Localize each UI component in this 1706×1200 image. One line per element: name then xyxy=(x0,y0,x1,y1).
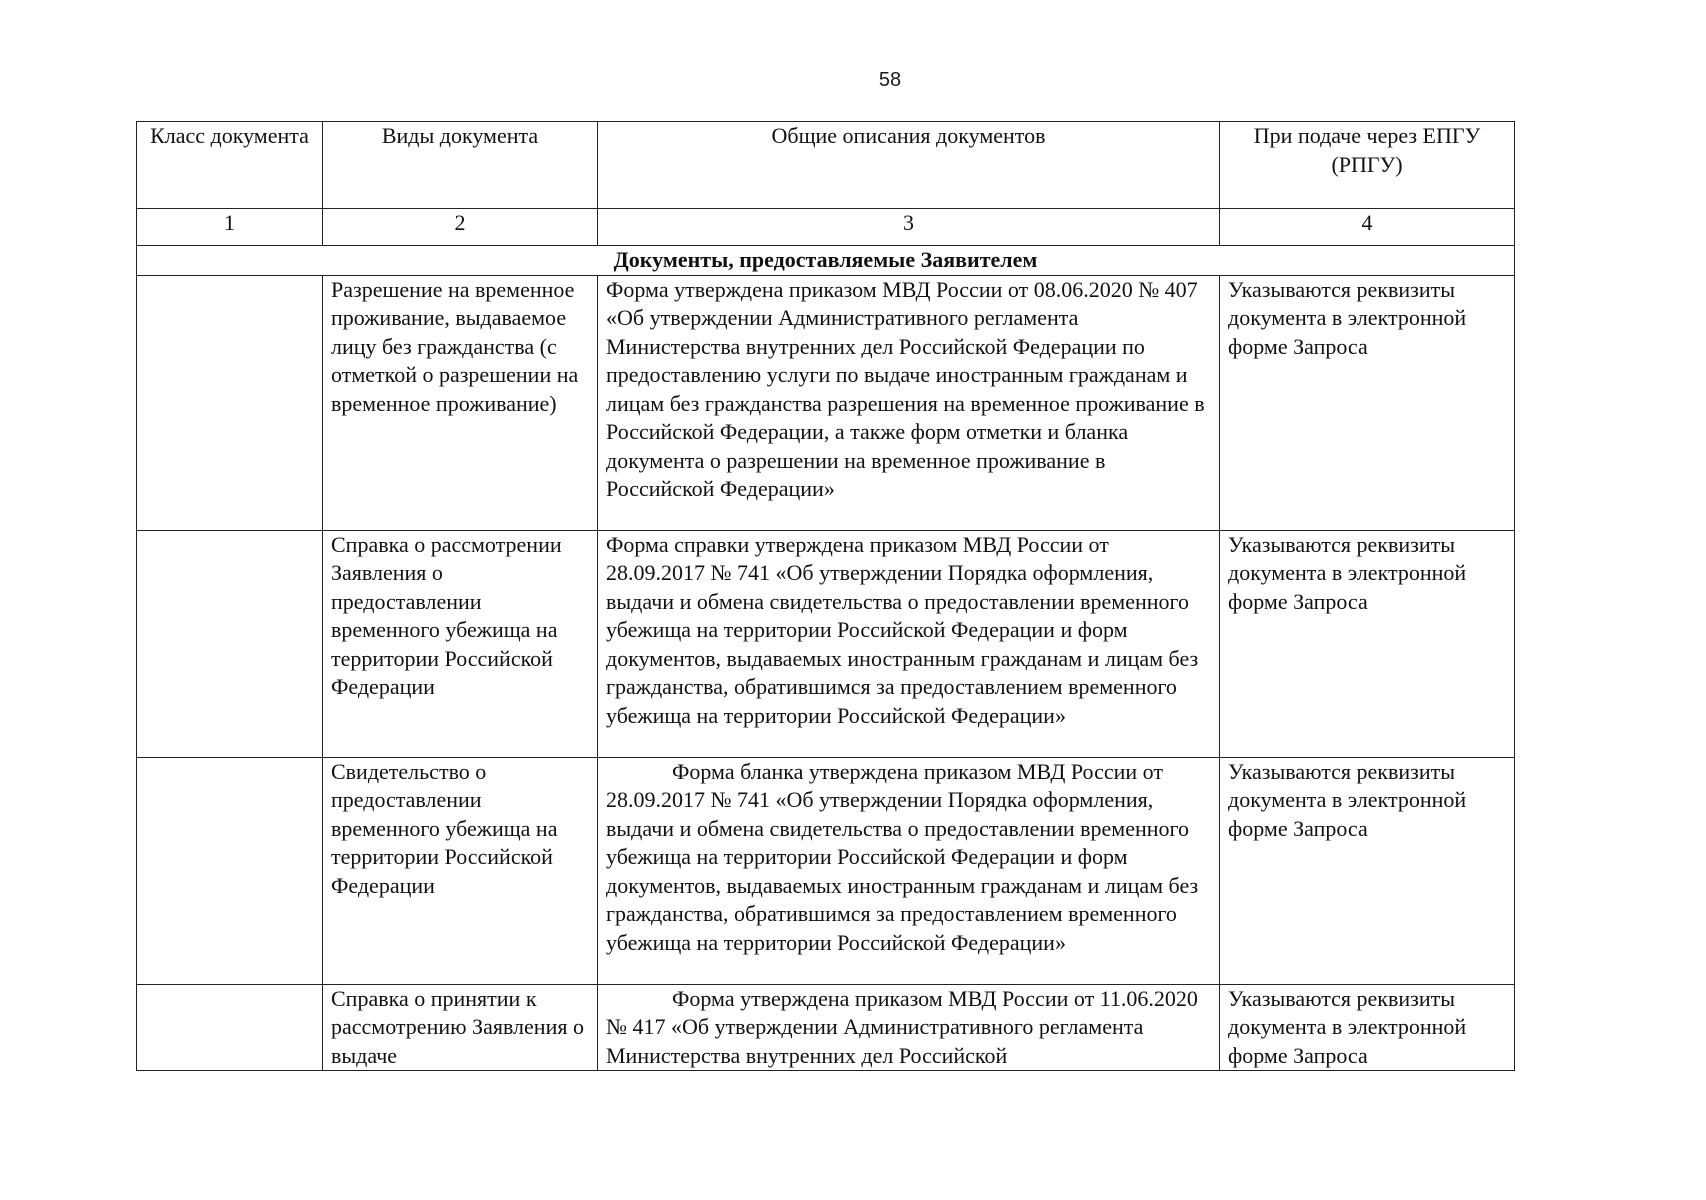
header-epgu: При подаче через ЕПГУ (РПГУ) xyxy=(1220,122,1515,209)
description-cell: Форма справки утверждена приказом МВД России от 28.09.2017 № 741 «Об утверждении Порядка оформления, выдачи и обмена свидетельства о предоставлении временного убежища на территории Российской Федерации и форм документов, выдаваемых иностранным гражданам и лицам без гражданства, обратившимся за предоставлением временного убежища на территории Российской Федерации» xyxy=(598,530,1220,757)
class-cell xyxy=(137,530,323,757)
description-cell: Форма утверждена приказом МВД России от 08.06.2020 № 407 «Об утверждении Административного регламента Министерства внутренних дел Российской Федерации по предоставлению услуги по выдаче иностранным гражданам и лицам без гражданства разрешения на временное проживание в Российской Федерации, а также форм отметки и бланка документа о разрешении на временное проживание в Российской Федерации» xyxy=(598,275,1220,530)
description-text: Форма бланка утверждена приказом МВД России от 28.09.2017 № 741 «Об утверждении Порядка оформления, выдачи и обмена свидетельства о предоставлении временного убежища на территории Российской Федерации и форм документов, выдаваемых иностранным гражданам и лицам без гражданства, обратившимся за предоставлением временного убежища на территории Российской Федерации» xyxy=(606,758,1199,955)
documents-table xyxy=(136,121,1515,1071)
header-description: Общие описания документов xyxy=(598,122,1220,209)
kind-cell: Справка о принятии к рассмотрению Заявления о выдаче xyxy=(323,984,598,1071)
epgu-cell: Указываются реквизиты документа в электронной форме Запроса xyxy=(1220,984,1515,1071)
column-number: 2 xyxy=(323,209,598,246)
class-cell xyxy=(137,757,323,984)
table-row xyxy=(137,530,1515,757)
description-cell xyxy=(598,757,1220,984)
table-header-row xyxy=(137,122,1515,209)
kind-cell: Справка о рассмотрении Заявления о предоставлении временного убежища на территории Российской Федерации xyxy=(323,530,598,757)
page-number: 58 xyxy=(878,69,902,91)
epgu-cell: Указываются реквизиты документа в электронной форме Запроса xyxy=(1220,530,1515,757)
epgu-cell: Указываются реквизиты документа в электронной форме Запроса xyxy=(1220,757,1515,984)
column-number-row xyxy=(137,209,1515,246)
description-cell xyxy=(598,984,1220,1071)
column-number: 1 xyxy=(137,209,323,246)
description-text: Форма утверждена приказом МВД России от 11.06.2020 № 417 «Об утверждении Административного регламента Министерства внутренних дел Российской xyxy=(606,985,1198,1068)
table-row xyxy=(137,757,1515,984)
table-row xyxy=(137,984,1515,1071)
table-row xyxy=(137,275,1515,530)
kind-cell: Разрешение на временное проживание, выдаваемое лицу без гражданства (с отметкой о разрешении на временное проживание) xyxy=(323,275,598,530)
class-cell xyxy=(137,275,323,530)
column-number: 4 xyxy=(1220,209,1515,246)
header-class: Класс документа xyxy=(137,122,323,209)
section-title-row xyxy=(137,246,1515,276)
section-title: Документы, предоставляемые Заявителем xyxy=(137,246,1515,276)
epgu-cell: Указываются реквизиты документа в электронной форме Запроса xyxy=(1220,275,1515,530)
header-kind: Виды документа xyxy=(323,122,598,209)
kind-cell: Свидетельство о предоставлении временного убежища на территории Российской Федерации xyxy=(323,757,598,984)
column-number: 3 xyxy=(598,209,1220,246)
class-cell xyxy=(137,984,323,1071)
